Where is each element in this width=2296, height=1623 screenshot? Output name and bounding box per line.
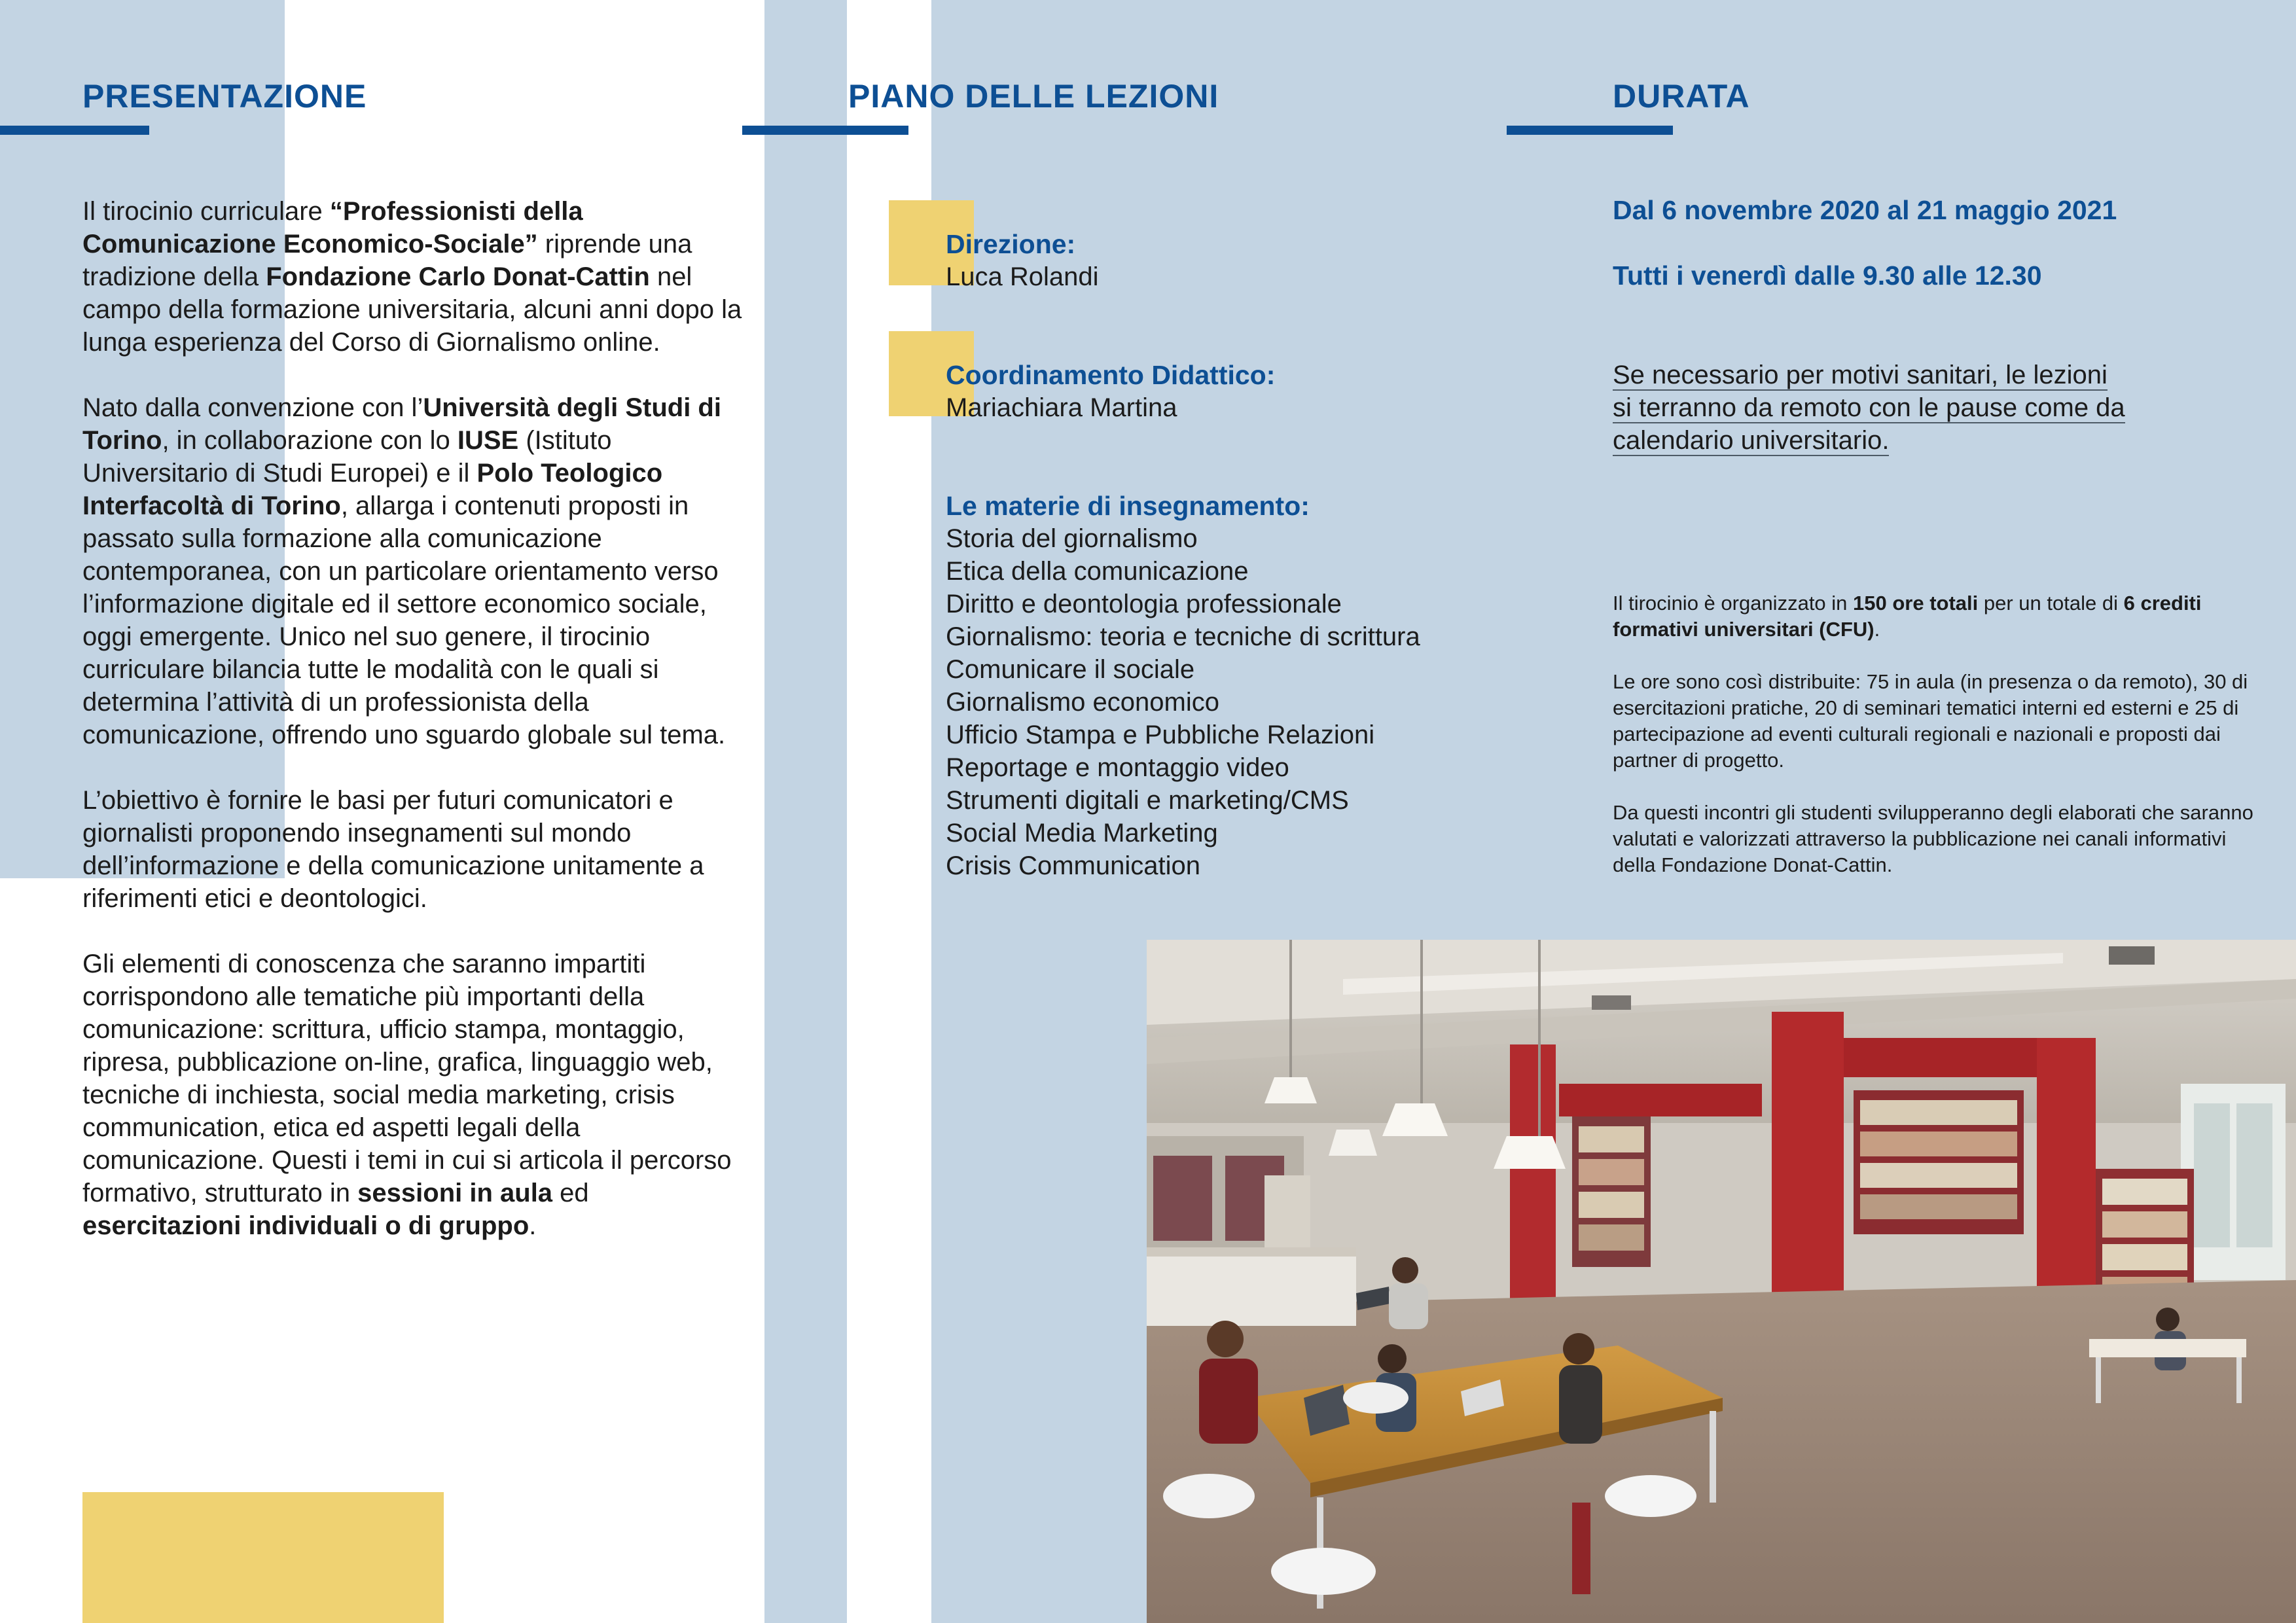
direzione-label: Direzione: (946, 229, 1076, 259)
list-item: Crisis Communication (946, 851, 1200, 880)
materie-block (946, 490, 1420, 882)
piano-heading: PIANO DELLE LEZIONI (848, 78, 1219, 115)
list-item: Etica della comunicazione (946, 557, 1249, 586)
direzione-name: Luca Rolandi (946, 262, 1099, 291)
heading-rule (1507, 126, 1673, 135)
coordinamento-block (946, 359, 1275, 424)
presentazione-text (82, 195, 750, 1275)
coordinamento-name: Mariachiara Martina (946, 393, 1177, 422)
heading-rule (742, 126, 908, 135)
paragraph: Il tirocinio curriculare “Professionisti della Comunicazione Economico-Sociale” riprende una tradizione della Fondazione Carlo Donat-Cattin nel campo della formazione universitaria, alcuni anni dopo la lunga esperienza del Corso di Giornalismo online. (82, 197, 742, 357)
list-item: Reportage e montaggio video (946, 753, 1289, 782)
paragraph: Nato dalla convenzione con l’Università degli Studi di Torino, in collaborazione con lo IUSE (Istituto Universitario di Studi Europei) e il Polo Teologico Interfacoltà di Torino, allarga i contenuti proposti in passato sulla formazione alla comunicazione contemporanea, con un particolare orientamento verso l’informazione digitale ed il settore economico sociale, oggi emergente. Unico nel suo genere, il tirocinio curriculare bilancia tutte le modalità con le quali si determina l’attività di un professionista della comunicazione, offrendo uno sguardo globale sul tema. (82, 393, 726, 749)
paragraph: Le ore sono così distribuite: 75 in aula (in presenza o da remoto), 30 di esercitazioni pratiche, 20 di seminari tematici interni ed esterni e 25 di partecipazione ad eventi culturali regionali e nazionali e proposti dai partner di progetto. (1613, 670, 2248, 772)
list-item: Social Media Marketing (946, 819, 1218, 847)
remote-notice: Se necessario per motivi sanitari, le lezioni si terranno da remoto con le pause come da calendario universitario. (1613, 361, 2125, 455)
list-item: Storia del giornalismo (946, 524, 1198, 553)
paragraph: Da questi incontri gli studenti svilupperanno degli elaborati che saranno valutati e valorizzati attraverso la pubblicazione nei canali informativi della Fondazione Donat-Cattin. (1613, 801, 2253, 876)
paragraph: L’obiettivo è fornire le basi per futuri comunicatori e giornalisti proponendo insegnamenti sul mondo dell’informazione e della comunicazione unitamente a riferimenti etici e deontologici. (82, 786, 704, 913)
list-item: Strumenti digitali e marketing/CMS (946, 786, 1349, 815)
decorative-yellow-block (82, 1492, 444, 1623)
durata-heading: DURATA (1613, 78, 1750, 115)
list-item: Giornalismo economico (946, 688, 1219, 717)
materie-label: Le materie di insegnamento: (946, 491, 1310, 521)
durata-info (1613, 590, 2267, 904)
library-photo (1147, 940, 2296, 1623)
paragraph: Gli elementi di conoscenza che saranno impartiti corrispondono alle tematiche più importanti della comunicazione: scrittura, ufficio stampa, montaggio, ripresa, pubblicazione on-line, grafica, linguaggio web, tecniche di inchiesta, social media marketing, crisis communication, etica ed aspetti legali della comunicazione. Questi i temi in cui si articola il percorso formativo, strutturato in sessioni in aula ed esercitazioni individuali o di gruppo. (82, 950, 732, 1240)
list-item: Comunicare il sociale (946, 655, 1195, 684)
presentazione-heading: PRESENTAZIONE (82, 78, 367, 115)
list-item: Diritto e deontologia professionale (946, 590, 1342, 618)
direzione-block (946, 228, 1099, 293)
background-strip-center (764, 0, 847, 1623)
durata-dates: Dal 6 novembre 2020 al 21 maggio 2021 (1613, 195, 2117, 225)
heading-rule (0, 126, 149, 135)
paragraph: Il tirocinio è organizzato in 150 ore totali per un totale di 6 crediti formativi universitari (CFU). (1613, 592, 2202, 641)
list-item: Giornalismo: teoria e tecniche di scrittura (946, 622, 1420, 651)
coordinamento-label: Coordinamento Didattico: (946, 360, 1276, 390)
durata-schedule: Tutti i venerdì dalle 9.30 alle 12.30 (1613, 260, 2042, 291)
list-item: Ufficio Stampa e Pubbliche Relazioni (946, 721, 1375, 749)
